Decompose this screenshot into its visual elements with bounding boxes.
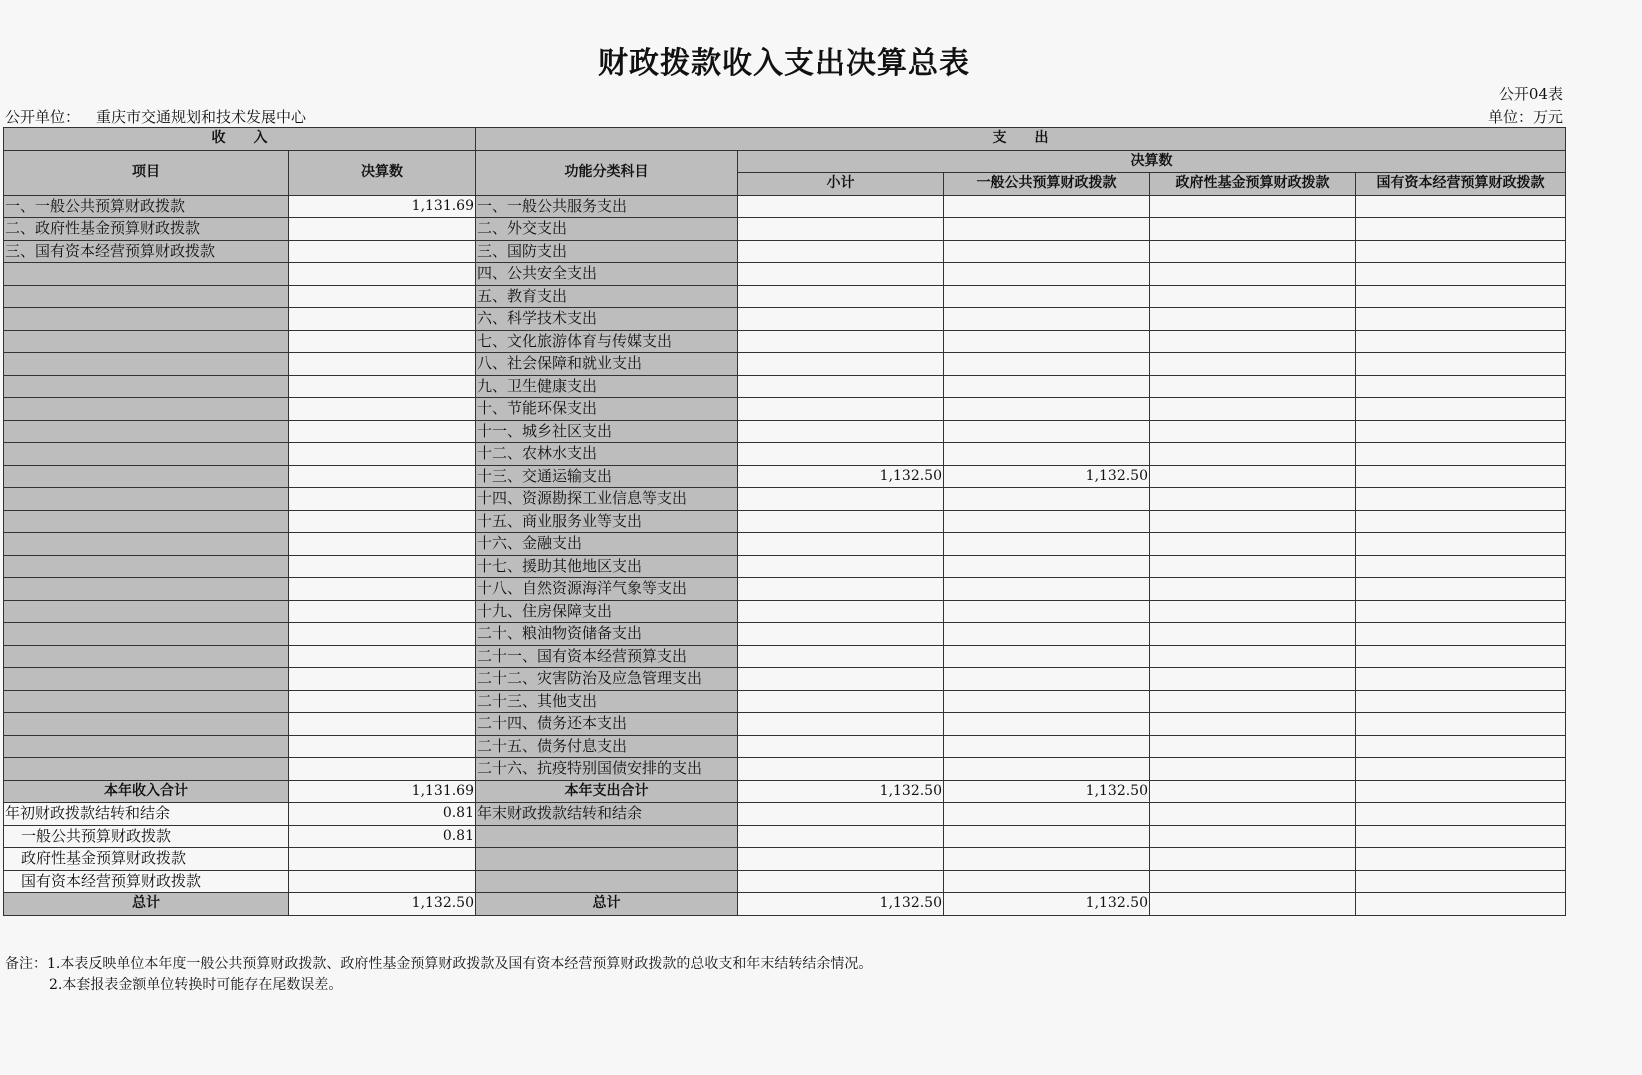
state-capital-cell bbox=[1356, 578, 1566, 601]
expense-item-cell: 二十四、债务还本支出 bbox=[476, 713, 738, 736]
grand-income-label: 总计 bbox=[4, 893, 289, 916]
carryover-empty-cell bbox=[1150, 825, 1356, 848]
general-budget-cell bbox=[944, 375, 1150, 398]
expense-item-cell: 二十、粮油物资储备支出 bbox=[476, 623, 738, 646]
general-budget-cell bbox=[944, 623, 1150, 646]
gov-fund-cell bbox=[1150, 353, 1356, 376]
state-capital-cell bbox=[1356, 195, 1566, 218]
income-item-cell bbox=[4, 443, 289, 466]
state-capital-cell bbox=[1356, 690, 1566, 713]
general-budget-cell bbox=[944, 308, 1150, 331]
expense-item-cell: 十二、农林水支出 bbox=[476, 443, 738, 466]
form-number: 公开04表 bbox=[1498, 85, 1563, 103]
general-budget-cell bbox=[944, 690, 1150, 713]
table-row bbox=[4, 263, 1566, 286]
expense-item-cell: 十八、自然资源海洋气象等支出 bbox=[476, 578, 738, 601]
subtotal-cell bbox=[738, 285, 944, 308]
income-amount-cell bbox=[289, 285, 476, 308]
grand-expense-label: 总计 bbox=[476, 893, 738, 916]
subtotal-cell bbox=[738, 218, 944, 241]
general-budget-cell: 1,132.50 bbox=[944, 465, 1150, 488]
subtotal-cell bbox=[738, 758, 944, 781]
subtotal-cell bbox=[738, 533, 944, 556]
table-row bbox=[4, 510, 1566, 533]
general-budget-cell bbox=[944, 578, 1150, 601]
grand-income-amount: 1,132.50 bbox=[289, 893, 476, 916]
income-amount-cell bbox=[289, 353, 476, 376]
income-item-cell: 三、国有资本经营预算财政拨款 bbox=[4, 240, 289, 263]
income-amount-cell bbox=[289, 375, 476, 398]
table-row bbox=[4, 488, 1566, 511]
gov-fund-cell bbox=[1150, 195, 1356, 218]
subtotal-cell bbox=[738, 555, 944, 578]
table-row bbox=[4, 713, 1566, 736]
expense-header: 支 出 bbox=[476, 128, 1566, 151]
general-budget-cell bbox=[944, 420, 1150, 443]
gov-fund-cell bbox=[1150, 645, 1356, 668]
func-subject-header: 功能分类科目 bbox=[476, 150, 738, 195]
expense-total-general: 1,132.50 bbox=[944, 780, 1150, 803]
gov-fund-cell bbox=[1150, 375, 1356, 398]
subtotal-cell bbox=[738, 353, 944, 376]
income-amount-cell bbox=[289, 420, 476, 443]
table-row bbox=[4, 240, 1566, 263]
income-item-cell: 二、政府性基金预算财政拨款 bbox=[4, 218, 289, 241]
income-item-cell bbox=[4, 758, 289, 781]
gov-fund-cell bbox=[1150, 420, 1356, 443]
carryover-empty-cell bbox=[738, 870, 944, 893]
state-capital-cell bbox=[1356, 353, 1566, 376]
income-amount-cell bbox=[289, 623, 476, 646]
carryover-row bbox=[4, 803, 1566, 826]
expense-item-cell: 二十六、抗疫特别国债安排的支出 bbox=[476, 758, 738, 781]
carryover-row bbox=[4, 825, 1566, 848]
state-capital-cell bbox=[1356, 623, 1566, 646]
state-capital-cell bbox=[1356, 465, 1566, 488]
gov-fund-cell bbox=[1150, 555, 1356, 578]
table-row bbox=[4, 645, 1566, 668]
table-row bbox=[4, 668, 1566, 691]
reporting-unit bbox=[5, 106, 306, 127]
income-item-cell bbox=[4, 578, 289, 601]
table-row bbox=[4, 758, 1566, 781]
income-amount-cell bbox=[289, 600, 476, 623]
carryover-empty-cell bbox=[1150, 803, 1356, 826]
budget-table bbox=[3, 127, 1566, 916]
state-capital-cell bbox=[1356, 645, 1566, 668]
expense-item-cell: 一、一般公共服务支出 bbox=[476, 195, 738, 218]
state-capital-cell bbox=[1356, 510, 1566, 533]
grand-expense-capital bbox=[1356, 893, 1566, 916]
general-budget-cell bbox=[944, 555, 1150, 578]
expense-item-cell: 三、国防支出 bbox=[476, 240, 738, 263]
expense-item-cell: 八、社会保障和就业支出 bbox=[476, 353, 738, 376]
income-amount-cell bbox=[289, 578, 476, 601]
expense-item-cell: 二、外交支出 bbox=[476, 218, 738, 241]
table-row bbox=[4, 465, 1566, 488]
grand-total-row bbox=[4, 893, 1566, 916]
carryover-empty-cell bbox=[738, 803, 944, 826]
general-budget-cell bbox=[944, 218, 1150, 241]
state-capital-cell bbox=[1356, 375, 1566, 398]
gov-fund-cell bbox=[1150, 578, 1356, 601]
income-amount-cell bbox=[289, 533, 476, 556]
income-amount-cell bbox=[289, 308, 476, 331]
general-budget-cell bbox=[944, 353, 1150, 376]
grand-expense-subtotal: 1,132.50 bbox=[738, 893, 944, 916]
expense-item-cell: 二十五、债务付息支出 bbox=[476, 735, 738, 758]
state-capital-cell bbox=[1356, 218, 1566, 241]
table-row bbox=[4, 600, 1566, 623]
state-capital-cell bbox=[1356, 735, 1566, 758]
gov-fund-cell bbox=[1150, 465, 1356, 488]
gov-fund-cell bbox=[1150, 263, 1356, 286]
general-budget-cell bbox=[944, 240, 1150, 263]
income-amount-cell bbox=[289, 263, 476, 286]
subtotal-cell bbox=[738, 398, 944, 421]
grand-expense-general: 1,132.50 bbox=[944, 893, 1150, 916]
subtotal-cell bbox=[738, 735, 944, 758]
income-item-cell bbox=[4, 308, 289, 331]
subtotal-cell bbox=[738, 443, 944, 466]
table-row bbox=[4, 195, 1566, 218]
income-amount-cell bbox=[289, 330, 476, 353]
table-row bbox=[4, 308, 1566, 331]
income-amount-cell bbox=[289, 713, 476, 736]
general-budget-cell bbox=[944, 443, 1150, 466]
income-item-cell bbox=[4, 353, 289, 376]
carryover-expense-item bbox=[476, 870, 738, 893]
income-item-cell bbox=[4, 690, 289, 713]
subtotal-cell bbox=[738, 668, 944, 691]
general-budget-cell bbox=[944, 758, 1150, 781]
carryover-expense-item bbox=[476, 848, 738, 871]
year-total-row bbox=[4, 780, 1566, 803]
income-item-cell bbox=[4, 420, 289, 443]
carryover-expense-item bbox=[476, 825, 738, 848]
currency-unit: 单位：万元 bbox=[1487, 108, 1563, 126]
gov-fund-header: 政府性基金预算财政拨款 bbox=[1150, 173, 1356, 196]
general-budget-cell bbox=[944, 735, 1150, 758]
expense-item-cell: 十、节能环保支出 bbox=[476, 398, 738, 421]
expense-total-capital bbox=[1356, 780, 1566, 803]
expense-item-cell: 十三、交通运输支出 bbox=[476, 465, 738, 488]
income-amount-cell: 1,131.69 bbox=[289, 195, 476, 218]
income-item-cell bbox=[4, 533, 289, 556]
grand-expense-fund bbox=[1150, 893, 1356, 916]
expense-item-cell: 十六、金融支出 bbox=[476, 533, 738, 556]
carryover-income-item: 年初财政拨款结转和结余 bbox=[4, 803, 289, 826]
report-title: 财政拨款收入支出决算总表 bbox=[598, 46, 970, 81]
carryover-empty-cell bbox=[1356, 848, 1566, 871]
general-budget-cell bbox=[944, 645, 1150, 668]
expense-item-cell: 四、公共安全支出 bbox=[476, 263, 738, 286]
subtotal-cell: 1,132.50 bbox=[738, 465, 944, 488]
income-item-cell bbox=[4, 668, 289, 691]
subtotal-cell bbox=[738, 600, 944, 623]
carryover-empty-cell bbox=[1150, 870, 1356, 893]
carryover-empty-cell bbox=[944, 825, 1150, 848]
income-amount-cell bbox=[289, 218, 476, 241]
note-line: 备注：1.本表反映单位本年度一般公共预算财政拨款、政府性基金预算财政拨款及国有资本经营预算财政拨款的总收支和年末结转结余情况。 bbox=[5, 956, 873, 972]
income-item-cell bbox=[4, 330, 289, 353]
income-amount-cell bbox=[289, 555, 476, 578]
carryover-row bbox=[4, 870, 1566, 893]
state-capital-cell bbox=[1356, 240, 1566, 263]
carryover-empty-cell bbox=[1356, 825, 1566, 848]
income-amount-cell bbox=[289, 398, 476, 421]
income-item-cell bbox=[4, 375, 289, 398]
subtotal-cell bbox=[738, 645, 944, 668]
general-budget-cell bbox=[944, 330, 1150, 353]
expense-item-cell: 六、科学技术支出 bbox=[476, 308, 738, 331]
gov-fund-cell bbox=[1150, 285, 1356, 308]
gov-fund-cell bbox=[1150, 488, 1356, 511]
subtotal-cell bbox=[738, 263, 944, 286]
expense-item-cell: 二十一、国有资本经营预算支出 bbox=[476, 645, 738, 668]
income-item-cell bbox=[4, 263, 289, 286]
income-amount-cell bbox=[289, 735, 476, 758]
general-budget-cell bbox=[944, 668, 1150, 691]
subtotal-cell bbox=[738, 690, 944, 713]
state-capital-cell bbox=[1356, 668, 1566, 691]
carryover-empty-cell bbox=[738, 848, 944, 871]
subtotal-header: 小计 bbox=[738, 173, 944, 196]
table-row bbox=[4, 375, 1566, 398]
carryover-income-item: 国有资本经营预算财政拨款 bbox=[4, 870, 289, 893]
income-amount-cell bbox=[289, 488, 476, 511]
expense-item-cell: 七、文化旅游体育与传媒支出 bbox=[476, 330, 738, 353]
general-budget-cell bbox=[944, 600, 1150, 623]
carryover-empty-cell bbox=[944, 870, 1150, 893]
table-row bbox=[4, 533, 1566, 556]
gov-fund-cell bbox=[1150, 330, 1356, 353]
state-capital-cell bbox=[1356, 443, 1566, 466]
table-row bbox=[4, 555, 1566, 578]
income-header: 收 入 bbox=[4, 128, 476, 151]
income-amount-cell bbox=[289, 510, 476, 533]
carryover-row bbox=[4, 848, 1566, 871]
income-item-cell bbox=[4, 623, 289, 646]
income-item-cell bbox=[4, 510, 289, 533]
gov-fund-cell bbox=[1150, 308, 1356, 331]
gov-fund-cell bbox=[1150, 533, 1356, 556]
gov-fund-cell bbox=[1150, 443, 1356, 466]
item-header: 项目 bbox=[4, 150, 289, 195]
expense-item-cell: 五、教育支出 bbox=[476, 285, 738, 308]
state-capital-cell bbox=[1356, 263, 1566, 286]
carryover-income-item: 政府性基金预算财政拨款 bbox=[4, 848, 289, 871]
state-capital-cell bbox=[1356, 600, 1566, 623]
unit-name: 重庆市交通规划和技术发展中心 bbox=[96, 108, 307, 126]
expense-item-cell: 十九、住房保障支出 bbox=[476, 600, 738, 623]
state-capital-cell bbox=[1356, 533, 1566, 556]
final-amount-header: 决算数 bbox=[738, 150, 1566, 173]
gov-fund-cell bbox=[1150, 600, 1356, 623]
income-amount-cell bbox=[289, 668, 476, 691]
carryover-empty-cell bbox=[738, 825, 944, 848]
income-total-amount: 1,131.69 bbox=[289, 780, 476, 803]
state-capital-cell bbox=[1356, 420, 1566, 443]
state-capital-header: 国有资本经营预算财政拨款 bbox=[1356, 173, 1566, 196]
income-amount-cell bbox=[289, 465, 476, 488]
gov-fund-cell bbox=[1150, 713, 1356, 736]
expense-total-subtotal: 1,132.50 bbox=[738, 780, 944, 803]
gov-fund-cell bbox=[1150, 758, 1356, 781]
gov-fund-cell bbox=[1150, 218, 1356, 241]
carryover-empty-cell bbox=[944, 803, 1150, 826]
subtotal-cell bbox=[738, 510, 944, 533]
expense-item-cell: 二十二、灾害防治及应急管理支出 bbox=[476, 668, 738, 691]
expense-item-cell: 十七、援助其他地区支出 bbox=[476, 555, 738, 578]
carryover-income-amount: 0.81 bbox=[289, 803, 476, 826]
table-row bbox=[4, 420, 1566, 443]
expense-item-cell: 九、卫生健康支出 bbox=[476, 375, 738, 398]
carryover-income-amount: 0.81 bbox=[289, 825, 476, 848]
general-budget-cell bbox=[944, 398, 1150, 421]
state-capital-cell bbox=[1356, 330, 1566, 353]
subtotal-cell bbox=[738, 308, 944, 331]
gov-fund-cell bbox=[1150, 668, 1356, 691]
table-row bbox=[4, 398, 1566, 421]
income-item-cell bbox=[4, 735, 289, 758]
expense-item-cell: 二十三、其他支出 bbox=[476, 690, 738, 713]
income-amount-cell bbox=[289, 690, 476, 713]
income-amount-cell bbox=[289, 240, 476, 263]
income-amount-cell bbox=[289, 443, 476, 466]
income-amount-cell bbox=[289, 758, 476, 781]
gov-fund-cell bbox=[1150, 690, 1356, 713]
state-capital-cell bbox=[1356, 758, 1566, 781]
expense-total-fund bbox=[1150, 780, 1356, 803]
gov-fund-cell bbox=[1150, 735, 1356, 758]
subtotal-cell bbox=[738, 240, 944, 263]
table-row bbox=[4, 690, 1566, 713]
state-capital-cell bbox=[1356, 555, 1566, 578]
expense-total-label: 本年支出合计 bbox=[476, 780, 738, 803]
subtotal-cell bbox=[738, 330, 944, 353]
table-row bbox=[4, 330, 1566, 353]
notes bbox=[5, 954, 872, 996]
general-budget-cell bbox=[944, 533, 1150, 556]
subtotal-cell bbox=[738, 195, 944, 218]
carryover-income-amount bbox=[289, 848, 476, 871]
income-total-label: 本年收入合计 bbox=[4, 780, 289, 803]
table-row bbox=[4, 353, 1566, 376]
general-budget-cell bbox=[944, 285, 1150, 308]
income-item-cell bbox=[4, 465, 289, 488]
gov-fund-cell bbox=[1150, 510, 1356, 533]
table-row bbox=[4, 218, 1566, 241]
general-budget-cell bbox=[944, 263, 1150, 286]
subtotal-cell bbox=[738, 488, 944, 511]
unit-label: 公开单位： bbox=[5, 108, 81, 126]
carryover-empty-cell bbox=[944, 848, 1150, 871]
general-budget-cell bbox=[944, 510, 1150, 533]
subtotal-cell bbox=[738, 713, 944, 736]
expense-item-cell: 十一、城乡社区支出 bbox=[476, 420, 738, 443]
carryover-empty-cell bbox=[1150, 848, 1356, 871]
carryover-empty-cell bbox=[1356, 870, 1566, 893]
state-capital-cell bbox=[1356, 398, 1566, 421]
expense-item-cell: 十五、商业服务业等支出 bbox=[476, 510, 738, 533]
income-item-cell bbox=[4, 713, 289, 736]
carryover-income-item: 一般公共预算财政拨款 bbox=[4, 825, 289, 848]
general-budget-header: 一般公共预算财政拨款 bbox=[944, 173, 1150, 196]
note-line: 2.本套报表金额单位转换时可能存在尾数误差。 bbox=[49, 977, 343, 993]
carryover-expense-item: 年末财政拨款结转和结余 bbox=[476, 803, 738, 826]
carryover-empty-cell bbox=[1356, 803, 1566, 826]
general-budget-cell bbox=[944, 713, 1150, 736]
expense-item-cell: 十四、资源勘探工业信息等支出 bbox=[476, 488, 738, 511]
income-item-cell bbox=[4, 555, 289, 578]
amount-header: 决算数 bbox=[289, 150, 476, 195]
table-row bbox=[4, 285, 1566, 308]
state-capital-cell bbox=[1356, 713, 1566, 736]
income-item-cell bbox=[4, 488, 289, 511]
gov-fund-cell bbox=[1150, 623, 1356, 646]
table-row bbox=[4, 443, 1566, 466]
income-item-cell bbox=[4, 398, 289, 421]
gov-fund-cell bbox=[1150, 240, 1356, 263]
gov-fund-cell bbox=[1150, 398, 1356, 421]
income-item-cell bbox=[4, 285, 289, 308]
state-capital-cell bbox=[1356, 285, 1566, 308]
table-row bbox=[4, 623, 1566, 646]
income-item-cell: 一、一般公共预算财政拨款 bbox=[4, 195, 289, 218]
subtotal-cell bbox=[738, 375, 944, 398]
state-capital-cell bbox=[1356, 488, 1566, 511]
table-row bbox=[4, 735, 1566, 758]
carryover-income-amount bbox=[289, 870, 476, 893]
state-capital-cell bbox=[1356, 308, 1566, 331]
income-amount-cell bbox=[289, 645, 476, 668]
income-item-cell bbox=[4, 600, 289, 623]
general-budget-cell bbox=[944, 195, 1150, 218]
subtotal-cell bbox=[738, 578, 944, 601]
general-budget-cell bbox=[944, 488, 1150, 511]
subtotal-cell bbox=[738, 623, 944, 646]
subtotal-cell bbox=[738, 420, 944, 443]
income-item-cell bbox=[4, 645, 289, 668]
table-row bbox=[4, 578, 1566, 601]
